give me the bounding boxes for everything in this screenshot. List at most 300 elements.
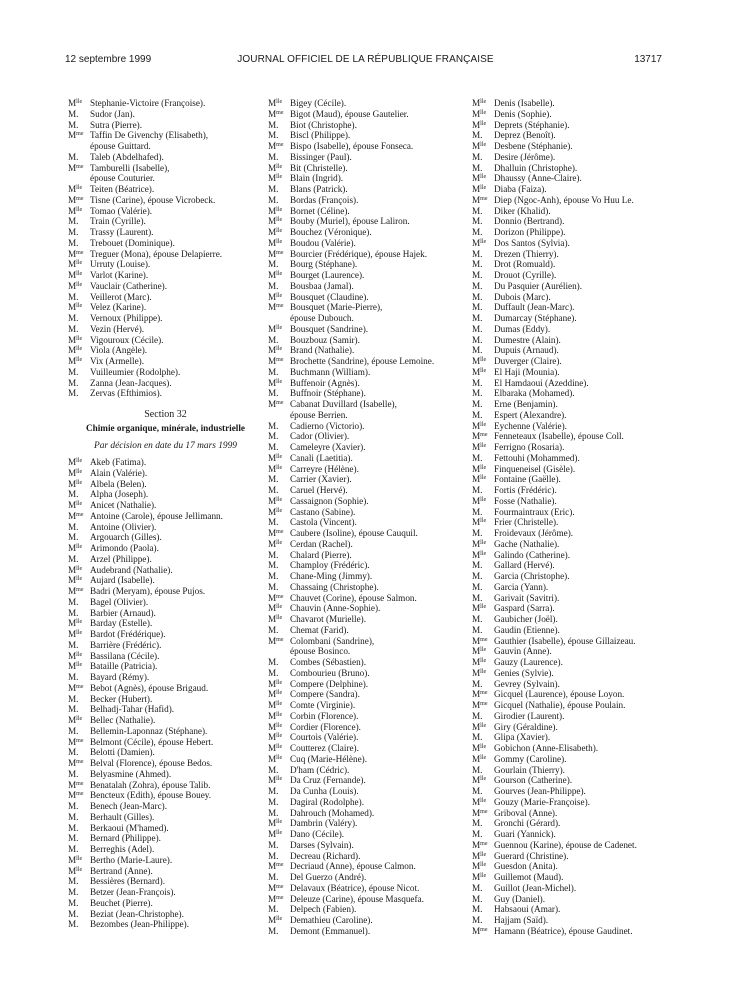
civility-title: M. [68,607,79,618]
civility-title: $M^{lle}$ [268,603,283,614]
list-item [472,668,668,679]
list-item [68,758,263,769]
list-item [268,141,466,152]
list-item [68,683,263,694]
list-item [268,765,466,776]
person-name: Belval (Florence), épouse Bedos. [90,758,213,768]
list-item [268,184,466,195]
civility-title: M. [472,893,483,904]
civility-title: $M^{lle}$ [68,457,83,467]
list-item [472,926,668,937]
civility-title: $M^{lle}$ [268,270,283,280]
person-name: Decriaud (Anne), épouse Calmon. [290,861,416,872]
list-item [472,797,668,808]
civility-title: M. [268,280,279,291]
civility-title: M. [472,581,483,592]
person-name: Fourmaintraux (Eric). [494,506,575,517]
person-name: Cameleyre (Xavier). [290,442,366,452]
civility-title: $M^{me}$ [472,431,488,442]
list-item [472,378,668,389]
person-name: Combourieu (Bruno). [290,667,370,678]
list-item [68,651,263,662]
person-name: Demathieu (Caroline). [290,915,373,925]
list-item [268,109,466,120]
person-name: Fettouhi (Mohammed). [494,452,580,463]
list-item [268,356,466,367]
person-name: épouse Berrien. [290,409,348,420]
list-item [68,565,263,576]
civility-title: $M^{lle}$ [68,618,83,629]
list-item [68,672,263,683]
civility-title: M. [268,657,279,667]
list-item [68,184,263,195]
person-name: Stephanie-Victoire (Françoise). [90,98,206,108]
list-item [472,894,668,905]
list-item [268,700,466,711]
person-name: Chauvin (Anne-Sophie). [290,603,381,614]
list-item [68,543,263,554]
list-item [268,313,466,324]
civility-title: $M^{lle}$ [268,732,283,743]
list-item [68,597,263,608]
list-item [268,808,466,819]
civility-title: $M^{lle}$ [268,377,283,388]
person-name: Guennou (Karine), épouse de Cadenet. [494,839,637,850]
list-item [68,378,263,389]
person-name: Glipa (Xavier). [494,732,551,743]
civility-title: $M^{lle}$ [68,270,83,280]
person-name: Galindo (Catherine). [494,549,571,560]
person-name: Compere (Sandra). [290,689,360,700]
person-name: Dano (Cécile). [290,829,345,839]
civility-title: $M^{lle}$ [268,452,283,463]
civility-title: M. [268,571,279,581]
person-name: Dumas (Eddy). [494,323,551,334]
list-item [268,743,466,754]
list-item [472,109,668,120]
civility-title: $M^{lle}$ [472,474,487,485]
person-name: Gobichon (Anne-Elisabeth). [494,743,599,753]
person-name: Diker (Khalid). [494,205,551,216]
person-name: Gicquel (Nathalie), épouse Poulain. [494,700,626,710]
list-item [472,410,668,421]
list-item [68,855,263,866]
civility-title: M. [68,725,79,736]
person-name: Habsaoui (Amar). [494,904,561,915]
civility-title: $M^{lle}$ [268,775,283,786]
person-name: Gauthier (Isabelle), épouse Gillaizeau. [494,635,636,646]
civility-title: M. [268,388,279,399]
civility-title: $M^{lle}$ [68,661,83,672]
list-item [68,919,263,930]
list-item [472,238,668,249]
list-item [68,522,263,533]
civility-title: $M^{lle}$ [268,743,283,753]
list-item [268,872,466,883]
person-name: Bornet (Céline). [290,205,350,216]
person-name: Bertho (Marie-Laure). [90,854,173,865]
decision-date: Par décision en date du 17 mars 1999 [94,441,237,451]
civility-title: $M^{lle}$ [268,345,283,356]
list-item [472,485,668,496]
list-item [68,532,263,543]
list-item [68,618,263,629]
person-name: Bardot (Frédérique). [90,629,166,639]
civility-title: M. [68,313,79,323]
list-item [268,722,466,733]
civility-title: $M^{lle}$ [472,667,487,678]
civility-title: $M^{me}$ [68,162,84,173]
list-item [472,292,668,303]
person-name: Cassaignon (Sophie). [290,495,369,506]
list-item [68,554,263,565]
list-item [268,345,466,356]
person-name: Duffault (Jean-Marc). [494,302,575,313]
civility-title: $M^{lle}$ [268,753,283,764]
civility-title: M. [68,237,79,248]
list-item [268,195,466,206]
person-name: Bessières (Bernard). [90,876,166,887]
person-name: Barrière (Frédéric). [90,639,162,650]
civility-title: $M^{me}$ [268,592,284,603]
list-item [472,539,668,550]
person-name: Betzer (Jean-François). [90,887,176,897]
list-item [68,812,263,823]
list-item [268,818,466,829]
person-name: Canali (Laetitia). [290,452,353,463]
person-name: Fenneteaux (Isabelle), épouse Coll. [494,431,624,442]
civility-title: $M^{lle}$ [472,463,487,474]
list-item [268,410,466,421]
list-item [68,661,263,672]
civility-title: $M^{lle}$ [472,549,487,560]
person-name: Chassaing (Christophe). [290,581,379,592]
list-item [68,98,263,109]
person-name: Drouot (Cyrille). [494,270,557,280]
person-name: Benech (Jean-Marc). [90,801,168,811]
list-item [268,732,466,743]
person-name: Da Cruz (Fernande). [290,775,366,786]
list-item [472,582,668,593]
list-item [472,517,668,528]
person-name: Urruty (Louise). [90,259,151,270]
civility-title: $M^{lle}$ [68,865,83,876]
civility-title: $M^{lle}$ [268,323,283,334]
civility-title: $M^{me}$ [472,807,488,818]
civility-title: M. [472,334,483,345]
civility-title: $M^{me}$ [268,861,284,872]
person-name: Genies (Sylvie). [494,667,554,678]
civility-title: M. [68,822,79,833]
civility-title: M. [472,409,483,420]
civility-title: $M^{me}$ [68,790,84,801]
civility-title: M. [268,517,279,528]
list-item [268,120,466,131]
person-name: Combes (Sébastien). [290,657,367,667]
list-item [68,281,263,292]
name-list-col2 [268,98,466,937]
list-item [68,790,263,801]
civility-title: $M^{lle}$ [472,141,487,151]
civility-title: $M^{lle}$ [68,302,83,313]
list-item [472,915,668,926]
person-name: Berkaoui (M'hamed). [90,822,169,833]
civility-title: $M^{lle}$ [472,237,487,248]
civility-title: M. [68,908,79,919]
person-name: Gicquel (Laurence), épouse Loyon. [494,689,625,700]
civility-title: M. [68,108,79,119]
person-name: Bellemin-Laponnaz (Stéphane). [90,725,208,736]
list-item [472,743,668,754]
list-item [268,668,466,679]
list-item [68,704,263,715]
civility-title: M. [68,366,79,377]
list-item [472,550,668,561]
person-name: Gache (Nathalie). [494,538,560,549]
person-name: épouse Couturier. [90,173,155,184]
person-name: Guari (Yannick). [494,829,556,839]
page-header [0,54,731,68]
list-item [472,474,668,485]
person-name: Aujard (Isabelle). [90,575,155,586]
civility-title: $M^{lle}$ [68,564,83,575]
list-item [68,388,263,399]
person-name: Bousquet (Sandrine). [290,323,369,334]
list-item [268,861,466,872]
civility-title: M. [268,442,279,452]
civility-title: $M^{lle}$ [68,629,83,639]
person-name: Colombani (Sandrine), [290,635,375,646]
civility-title: M. [472,624,483,635]
civility-title: M. [472,829,483,839]
list-item [472,840,668,851]
civility-title: M. [472,280,483,291]
person-name: Buchmann (William). [290,366,371,377]
civility-title: M. [68,227,79,237]
list-item [268,421,466,432]
civility-title: M. [472,571,483,581]
person-name: épouse Bosinco. [290,646,351,657]
person-name: Belotti (Damien). [90,747,155,758]
civility-title: M. [268,764,279,775]
civility-title: $M^{lle}$ [472,657,487,667]
civility-title: $M^{lle}$ [268,721,283,732]
person-name: Desire (Jérôme). [494,151,556,162]
list-item [472,808,668,819]
person-name: Cadierno (Victorio). [290,420,365,431]
person-name: Sutra (Pierre). [90,119,143,130]
list-item [68,313,263,324]
list-item [472,184,668,195]
list-item [68,898,263,909]
name-list-col3 [472,98,668,937]
person-name: Fortis (Frédéric). [494,485,557,495]
civility-title: $M^{lle}$ [268,463,283,474]
list-item [472,636,668,647]
civility-title: M. [472,151,483,162]
list-item [68,909,263,920]
civility-title: $M^{lle}$ [472,98,487,108]
civility-title: $M^{lle}$ [472,495,487,506]
person-name: Belhadj-Tahar (Hafid). [90,704,175,715]
list-item [472,571,668,582]
list-item [472,367,668,378]
civility-title: $M^{lle}$ [68,854,83,865]
civility-title: $M^{lle}$ [472,538,487,549]
person-name: Berhault (Gilles). [90,811,155,822]
civility-title: $M^{lle}$ [68,500,83,510]
civility-title: $M^{lle}$ [68,650,83,661]
list-item [68,640,263,651]
list-item [472,883,668,894]
person-name: Bellec (Nathalie). [90,715,156,725]
list-item [472,281,668,292]
list-item [268,130,466,141]
civility-title: M. [68,388,79,399]
civility-title: $M^{lle}$ [268,227,283,237]
civility-title: M. [68,919,79,930]
list-item [268,238,466,249]
civility-title: M. [472,130,483,141]
list-item [68,694,263,705]
civility-title: $M^{lle}$ [472,517,487,528]
civility-title: M. [268,667,279,678]
list-item [268,571,466,582]
person-name: Bataille (Patricia). [90,661,158,672]
civility-title: $M^{me}$ [68,779,84,790]
list-item [472,216,668,227]
person-name: Denis (Isabelle). [494,98,555,108]
person-name: Bezombes (Jean-Philippe). [90,919,189,930]
person-name: Coutterez (Claire). [290,743,359,753]
list-item [268,270,466,281]
civility-title: M. [472,904,483,915]
list-item [472,657,668,668]
list-item [268,883,466,894]
list-item [68,468,263,479]
list-item [472,399,668,410]
list-item [268,281,466,292]
civility-title: $M^{me}$ [68,586,84,596]
civility-title: M. [268,151,279,162]
civility-title: M. [472,377,483,388]
list-item [68,152,263,163]
person-name: Caruel (Hervé). [290,485,348,495]
civility-title: M. [472,216,483,227]
list-item [268,378,466,389]
civility-title: $M^{lle}$ [268,495,283,506]
civility-title: $M^{lle}$ [472,646,487,657]
person-name: Varlot (Karine). [90,270,149,280]
person-name: Da Cunha (Louis). [290,786,359,796]
person-name: Gronchi (Gérard). [494,818,561,829]
person-name: Berreghis (Adel). [90,844,155,854]
civility-title: M. [472,270,483,280]
list-item [268,603,466,614]
list-item [472,904,668,915]
list-item [68,367,263,378]
civility-title: M. [472,248,483,259]
list-item [268,206,466,217]
list-item [68,216,263,227]
person-name: Chavarot (Murielle). [290,614,367,624]
civility-title: $M^{me}$ [472,194,488,205]
list-item [472,614,668,625]
list-item [68,109,263,120]
list-item [68,479,263,490]
list-item [68,769,263,780]
person-name: Darses (Sylvain). [290,839,354,850]
list-item [268,550,466,561]
column-2 [268,98,466,937]
civility-title: $M^{lle}$ [68,543,83,553]
civility-title: $M^{lle}$ [472,420,487,431]
civility-title: $M^{lle}$ [472,366,487,377]
civility-title: $M^{me}$ [268,893,284,904]
civility-title: $M^{lle}$ [472,796,487,807]
list-item [268,679,466,690]
list-item [268,915,466,926]
list-item [268,431,466,442]
person-name: Griboval (Anne). [494,807,558,818]
person-name: D'ham (Cédric). [290,764,350,775]
person-name: Becker (Hubert). [90,693,153,704]
civility-title: $M^{lle}$ [68,345,83,356]
civility-title: M. [68,119,79,130]
civility-title: M. [68,377,79,388]
list-item [268,904,466,915]
header-title: JOURNAL OFFICIEL DE LA RÉPUBLIQUE FRANÇAISE [237,54,494,65]
person-name: Veillerot (Marc). [90,291,152,302]
list-item [268,216,466,227]
person-name: épouse Guittard. [90,141,151,151]
civility-title: M. [68,768,79,779]
list-item [472,829,668,840]
list-item [472,173,668,184]
civility-title: M. [268,485,279,495]
civility-title: $M^{lle}$ [68,575,83,586]
person-name: Biot (Christophe). [290,119,357,130]
person-name: Comte (Virginie). [290,700,356,710]
civility-title: M. [472,399,483,409]
civility-title: M. [68,672,79,682]
list-item [268,646,466,657]
civility-title: $M^{lle}$ [68,467,83,478]
list-item [68,120,263,131]
list-item [472,689,668,700]
person-name: Buffenoir (Agnès). [290,377,360,388]
list-item [68,737,263,748]
list-item [472,593,668,604]
list-item [472,603,668,614]
person-name: Denis (Sophie). [494,108,552,119]
person-name: Alpha (Joseph). [90,489,149,500]
civility-title: $M^{lle}$ [472,872,487,882]
person-name: Teiten (Béatrice). [90,184,155,194]
list-item [472,356,668,367]
civility-title: M. [68,553,79,564]
list-item [268,593,466,604]
section-name: Chimie organique, minérale, industrielle [86,423,245,433]
list-item [268,840,466,851]
person-name: Frier (Christelle). [494,517,559,528]
person-name: Viola (Angèle). [90,345,148,356]
person-name: Brand (Nathalie). [290,345,355,356]
civility-title: M. [472,205,483,216]
person-name: Castola (Vincent). [290,517,357,528]
person-name: Albela (Belen). [90,478,147,489]
person-name: Dos Santos (Sylvia). [494,237,570,248]
